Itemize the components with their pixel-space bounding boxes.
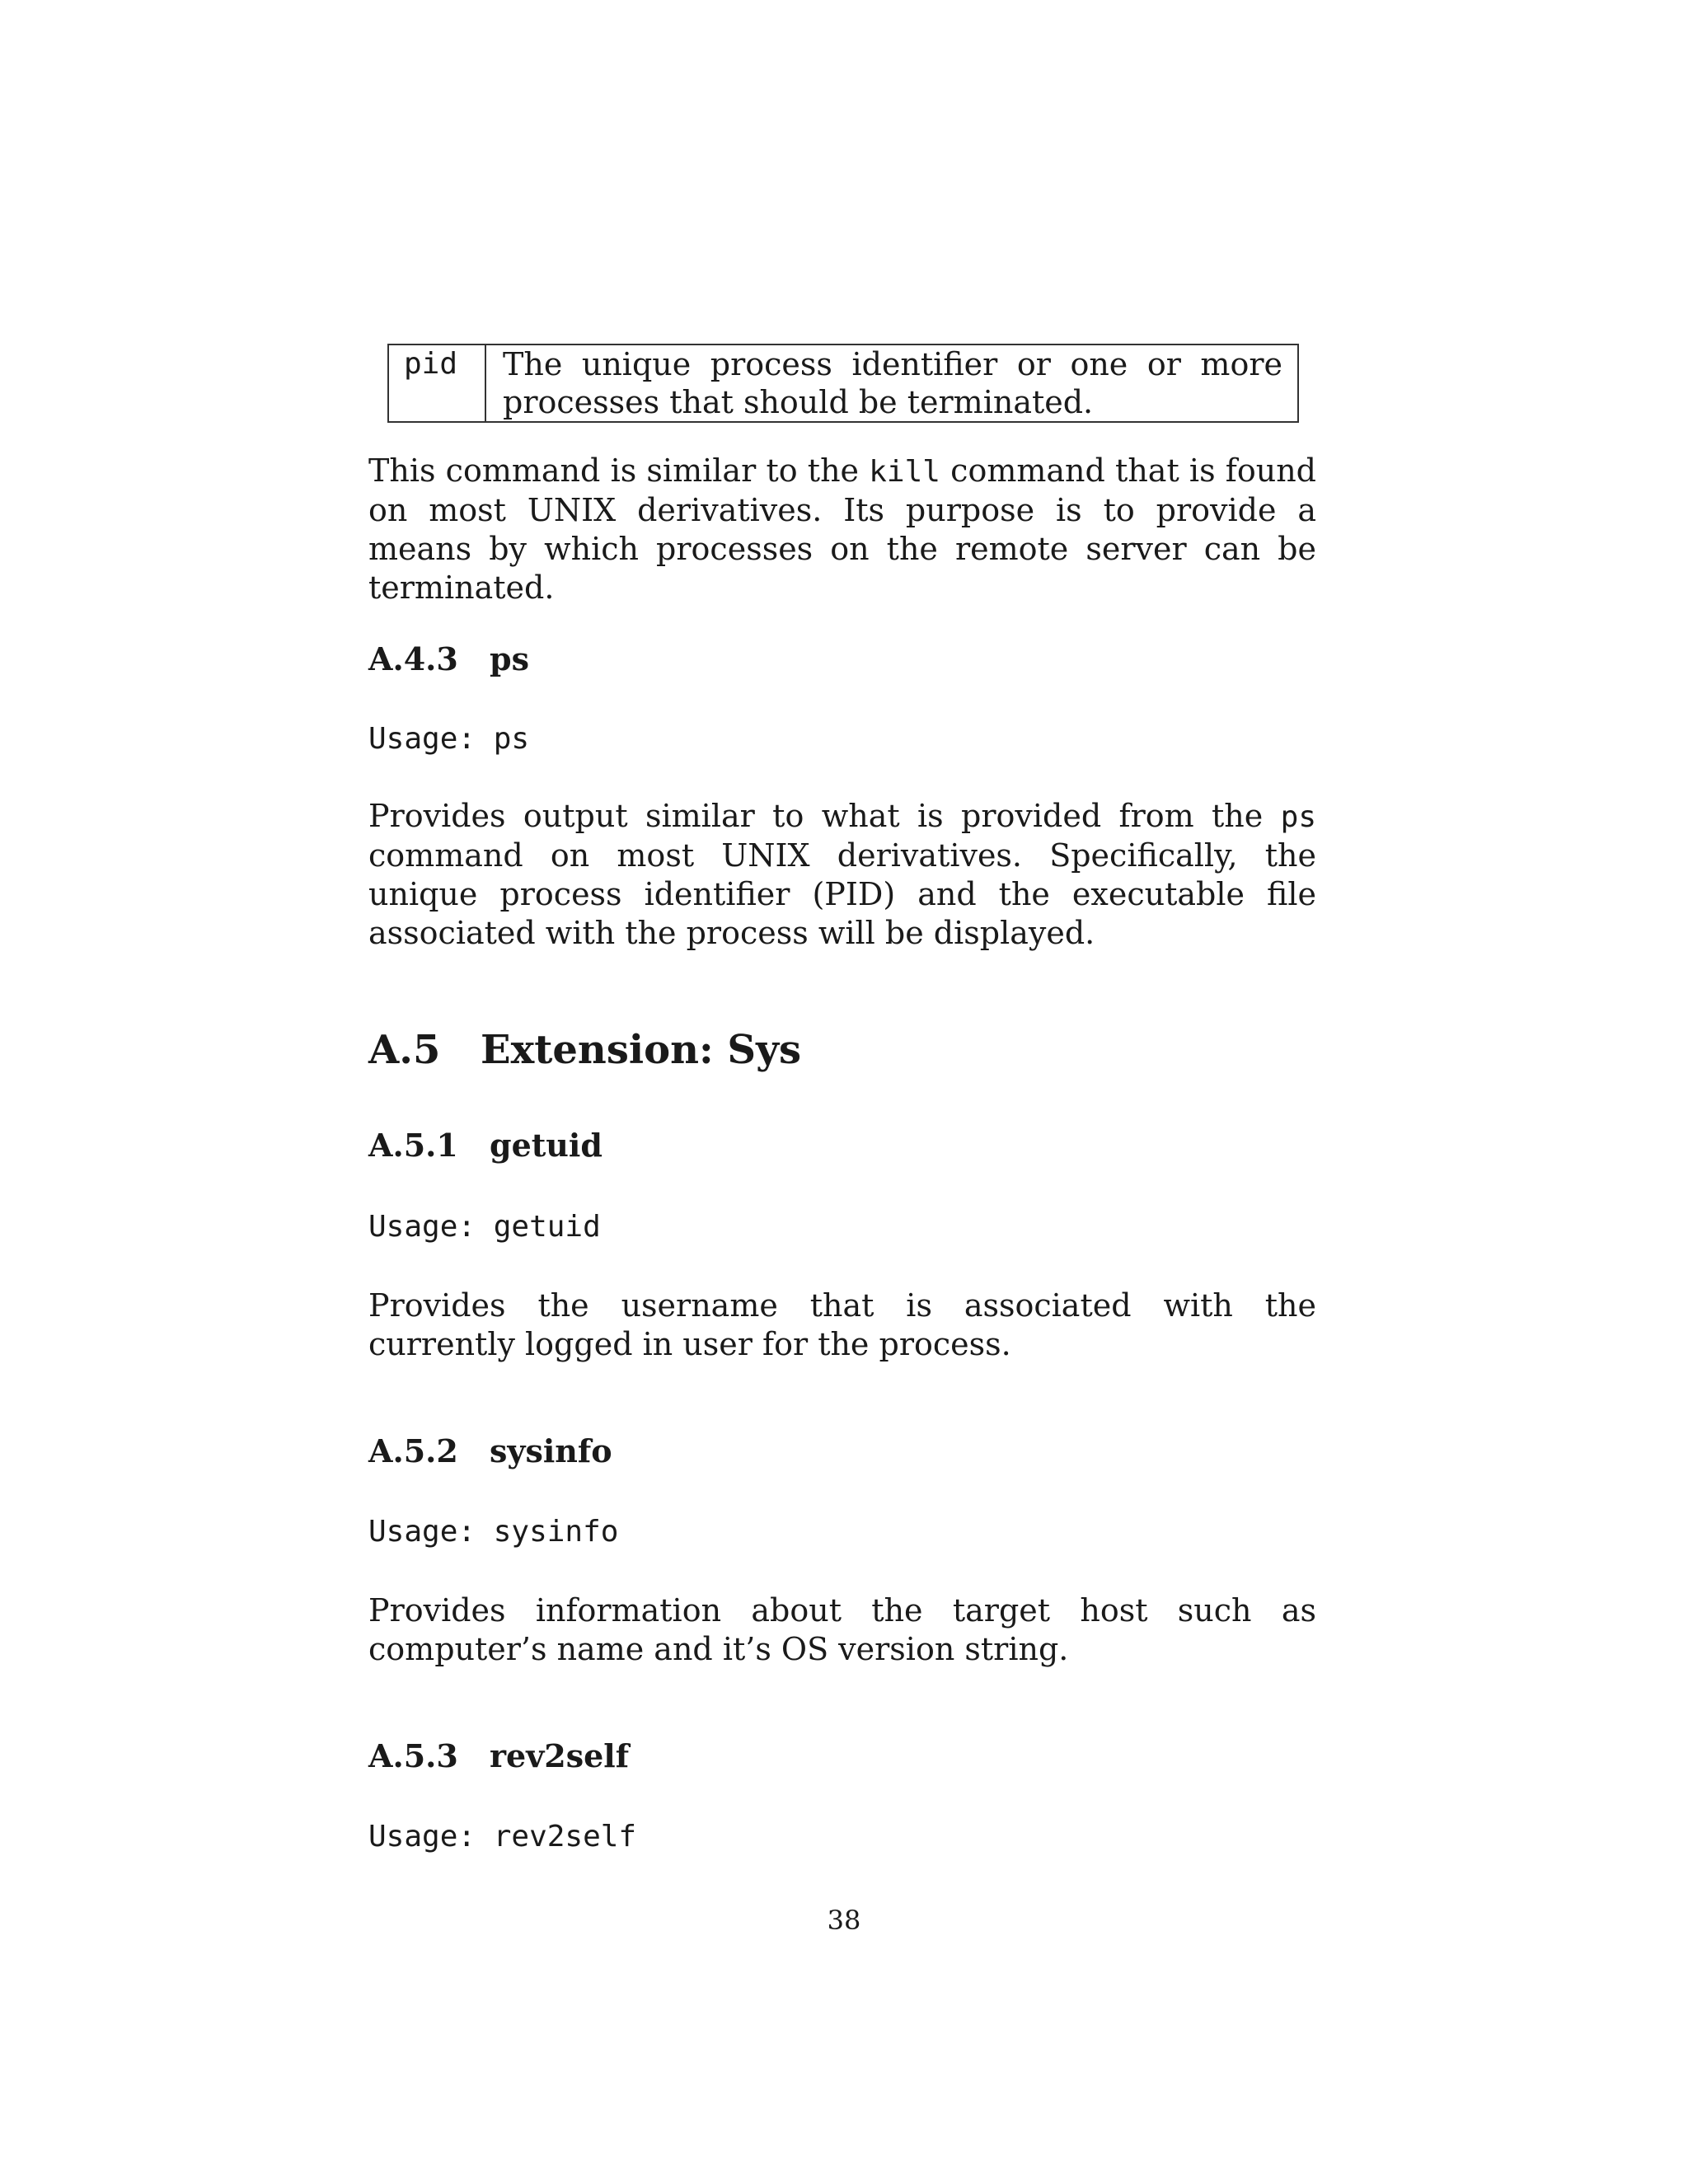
ps-paragraph-text-before: Provides output similar to what is provided from the bbox=[368, 798, 1281, 834]
ps-paragraph bbox=[368, 797, 1316, 953]
subsection-heading-ps bbox=[368, 640, 1316, 678]
usage-line-sysinfo: Usage: sysinfo bbox=[368, 1515, 619, 1549]
usage-line-ps: Usage: ps bbox=[368, 722, 530, 756]
subsection-number: A.4.3 bbox=[368, 640, 458, 677]
subsection-title: rev2self bbox=[490, 1737, 630, 1774]
subsection-heading-getuid bbox=[368, 1127, 1316, 1165]
param-name-cell: pid bbox=[388, 344, 485, 422]
parameter-table bbox=[387, 344, 1299, 423]
usage-line-rev2self: Usage: rev2self bbox=[368, 1820, 637, 1854]
getuid-paragraph: Provides the username that is associated with the currently logged in user for the process. bbox=[368, 1287, 1316, 1362]
subsection-title: ps bbox=[490, 640, 529, 677]
kill-paragraph-text-before: This command is similar to the bbox=[368, 452, 870, 489]
kill-code: kill bbox=[869, 455, 940, 489]
table-row bbox=[388, 344, 1298, 422]
subsection-number: A.5.2 bbox=[368, 1432, 458, 1469]
subsection-heading-rev2self bbox=[368, 1737, 1316, 1775]
subsection-heading-sysinfo bbox=[368, 1432, 1316, 1470]
subsection-title: sysinfo bbox=[490, 1432, 612, 1469]
ps-paragraph-block bbox=[368, 797, 1316, 953]
ps-code: ps bbox=[1280, 800, 1316, 834]
section-number: A.5 bbox=[368, 1027, 441, 1073]
getuid-paragraph-block bbox=[368, 1286, 1316, 1364]
subsection-number: A.5.3 bbox=[368, 1737, 458, 1774]
section-title: Extension: Sys bbox=[481, 1027, 801, 1073]
param-description-cell: The unique process identifier or one or more processes that should be terminated. bbox=[485, 344, 1298, 422]
page-number: 38 bbox=[827, 1905, 861, 1936]
kill-paragraph-text-after: command that is found on most UNIX derivatives. Its purpose is to provide a means by which processes on the remote server can be terminated. bbox=[368, 452, 1316, 606]
kill-paragraph-block bbox=[368, 452, 1316, 607]
ps-paragraph-text-after: command on most UNIX derivatives. Specifically, the unique process identifier (PID) and the executable file associated with the process will be displayed. bbox=[368, 837, 1316, 951]
kill-paragraph bbox=[368, 452, 1316, 607]
usage-line-getuid: Usage: getuid bbox=[368, 1210, 601, 1244]
sysinfo-paragraph-block bbox=[368, 1591, 1316, 1669]
subsection-number: A.5.1 bbox=[368, 1127, 458, 1164]
section-heading-a5 bbox=[368, 1027, 1316, 1073]
subsection-title: getuid bbox=[490, 1127, 603, 1164]
sysinfo-paragraph: Provides information about the target host such as computer’s name and it’s OS version string. bbox=[368, 1592, 1316, 1667]
